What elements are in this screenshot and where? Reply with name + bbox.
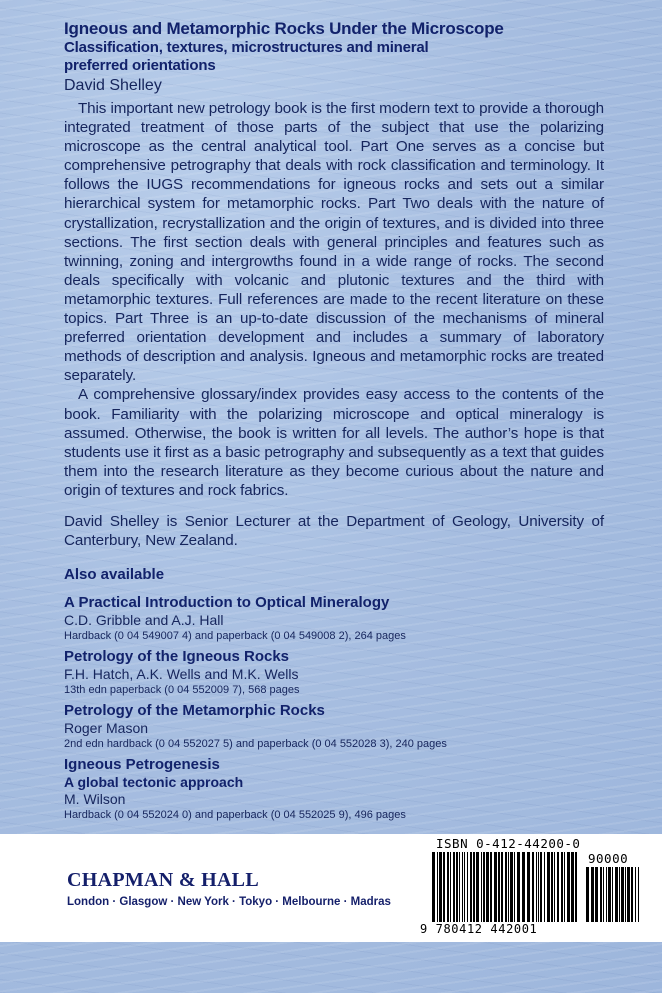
barcode-bar <box>635 867 636 922</box>
barcode-bar <box>476 852 479 922</box>
barcode-bar <box>467 852 468 922</box>
barcode-bar <box>603 867 604 922</box>
book-entry-title: A Practical Introduction to Optical Mineralogy <box>64 594 390 611</box>
barcode-bar <box>591 867 594 922</box>
barcode-bar <box>510 852 513 922</box>
barcode-bar <box>508 852 509 922</box>
author-bio: David Shelley is Senior Lecturer at the Department of Geology, University of Canterbury, New Zealand. <box>64 512 604 550</box>
barcode-bar <box>600 867 602 922</box>
book-subtitle-line-1: Classification, textures, microstructures and mineral <box>64 39 429 56</box>
publisher-imprint <box>67 868 391 910</box>
barcode-bar <box>612 867 613 922</box>
barcode-bar <box>608 867 611 922</box>
barcode-bar <box>619 867 620 922</box>
book-entry-edition: Hardback (0 04 549007 4) and paperback (0 04 549008 2), 264 pages <box>64 630 406 642</box>
barcode-bar <box>595 867 598 922</box>
barcode-bar <box>561 852 563 922</box>
barcode-bar <box>621 867 624 922</box>
barcode-bar <box>470 852 472 922</box>
barcode-bar <box>631 867 633 922</box>
barcode-bar <box>483 852 485 922</box>
book-subtitle-line-2: preferred orientations <box>64 57 216 74</box>
also-available-heading: Also available <box>64 566 165 583</box>
barcode-bar <box>627 867 630 922</box>
also-available-book <box>64 702 624 752</box>
barcode-bar <box>538 852 539 922</box>
barcode-bar <box>571 852 574 922</box>
book-entry-title: Petrology of the Metamorphic Rocks <box>64 702 325 719</box>
barcode-bar <box>462 852 463 922</box>
ean-digits: 9 780412 442001 <box>420 922 538 936</box>
also-available-book <box>64 756 624 823</box>
barcode-bar <box>439 852 442 922</box>
barcode-bar <box>498 852 500 922</box>
barcode-bar <box>547 852 550 922</box>
addon-barcode <box>584 867 642 922</box>
barcode-bar <box>490 852 492 922</box>
barcode-bar <box>522 852 525 922</box>
barcode-bar <box>456 852 458 922</box>
book-entry-title: Petrology of the Igneous Rocks <box>64 648 290 665</box>
barcode-bar <box>459 852 460 922</box>
barcode-block <box>418 834 658 942</box>
barcode-bar <box>447 852 449 922</box>
barcode-bar <box>464 852 465 922</box>
ean-barcode <box>430 852 580 922</box>
barcode-bar <box>606 867 607 922</box>
barcode-bar <box>494 852 497 922</box>
publisher-name: CHAPMAN & HALL <box>67 869 259 891</box>
barcode-bar <box>615 867 618 922</box>
book-entry-authors: M. Wilson <box>64 791 126 807</box>
book-entry-edition: 13th edn paperback (0 04 552009 7), 568 pages <box>64 684 300 696</box>
blurb-paragraph-2: A comprehensive glossary/index provides easy access to the contents of the book. Familiarity with the polarizing microscope and optical mineralogy is assumed. Otherwise, the book is written for all levels. The author’s hope is that students use it first as a basic petrography and subsequently as a text that guides them into the research literature as they become curious about the nature and origin of textures and rock fabrics. <box>64 386 604 499</box>
publisher-cities: London · Glasgow · New York · Tokyo · Melbourne · Madras <box>67 896 391 908</box>
barcode-bar <box>481 852 482 922</box>
also-available-book <box>64 594 624 644</box>
barcode-bar <box>501 852 503 922</box>
barcode-bar <box>544 852 545 922</box>
barcode-bar <box>437 852 438 922</box>
book-entry-authors: F.H. Hatch, A.K. Wells and M.K. Wells <box>64 666 299 682</box>
also-available-book <box>64 648 624 698</box>
price-code: 90000 <box>588 851 629 866</box>
barcode-bar <box>551 852 553 922</box>
book-entry-authors: Roger Mason <box>64 720 149 736</box>
barcode-bar <box>567 852 570 922</box>
barcode-bar <box>532 852 534 922</box>
book-entry-edition: 2nd edn hardback (0 04 552027 5) and paperback (0 04 552028 3), 240 pages <box>64 738 447 750</box>
barcode-bar <box>450 852 451 922</box>
barcode-bar <box>586 867 589 922</box>
barcode-bar <box>575 852 577 922</box>
barcode-bar <box>514 852 515 922</box>
book-author: David Shelley <box>64 77 162 94</box>
blurb <box>64 99 604 550</box>
barcode-bar <box>564 852 565 922</box>
barcode-bar <box>432 852 435 922</box>
barcode-bar <box>540 852 542 922</box>
barcode-bar <box>536 852 537 922</box>
also-available-section <box>64 566 624 827</box>
barcode-bar <box>638 867 639 922</box>
book-title: Igneous and Metamorphic Rocks Under the Microscope <box>64 19 504 38</box>
barcode-bar <box>473 852 475 922</box>
barcode-bar <box>443 852 445 922</box>
book-entry-subtitle: A global tectonic approach <box>64 774 244 790</box>
barcode-bar <box>486 852 489 922</box>
barcode-bar <box>527 852 530 922</box>
book-entry-title: Igneous Petrogenesis <box>64 756 220 773</box>
barcode-bar <box>517 852 520 922</box>
blurb-paragraph-1: This important new petrology book is the first modern text to provide a thorough integrated treatment of those parts of the subject that use the polarizing microscope as the central analytical tool. Part One serves as a concise but comprehensive petrography that deals with rock classification and terminology. It follows the IUGS recommendations for igneous rocks and sets out a similar hierarchical system for metamorphic rocks. Part Two deals with the nature of crystallization, recrystallization and the origin of textures, and is divided into three sections. The first section deals with general principles and features such as twinning, zoning and intergrowths found in a wide range of rocks. The second deals specifically with volcanic and plutonic textures and the third with metamorphic textures. Full references are made to the recent literature on these topics. Part Three is an up-to-date discussion of the mechanisms of mineral preferred orientation development and includes a summary of laboratory methods of description and analysis. Igneous and metamorphic rocks are treated separately. <box>64 100 604 385</box>
barcode-bar <box>453 852 455 922</box>
book-entry-edition: Hardback (0 04 552024 0) and paperback (0 04 552025 9), 496 pages <box>64 809 406 821</box>
barcode-bar <box>505 852 507 922</box>
barcode-bar <box>554 852 555 922</box>
barcode-bar <box>557 852 559 922</box>
title-block <box>64 18 624 95</box>
isbn-label: ISBN 0-412-44200-0 <box>436 836 581 851</box>
barcode-bar <box>625 867 626 922</box>
book-entry-authors: C.D. Gribble and A.J. Hall <box>64 612 224 628</box>
